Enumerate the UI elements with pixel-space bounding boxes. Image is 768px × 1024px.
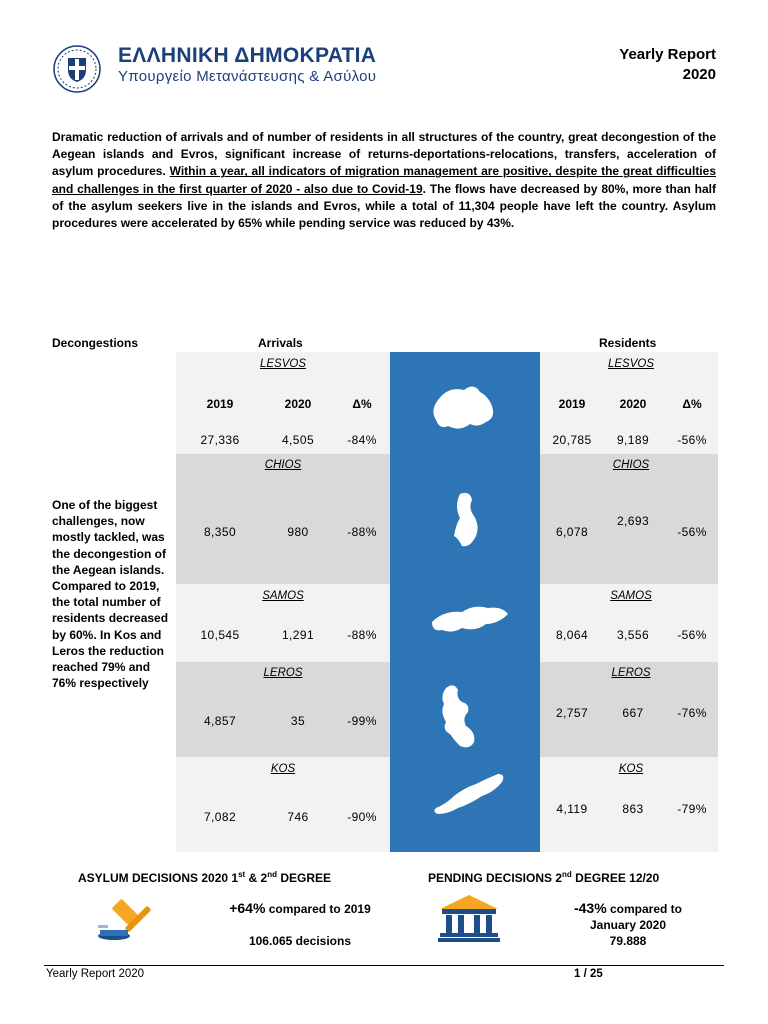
leros-label-arrivals: LEROS xyxy=(263,667,303,679)
org-name: ΕΛΛΗΝΙΚΗ ΔΗΜΟΚΡΑΤΙΑ xyxy=(118,44,377,67)
lesvos-residents-2019: 20,785 xyxy=(552,433,592,447)
intro-part-2: Within a year, all indicators of migration management are positive, despite the great difficulties and challenges in the first quarter of 2020 - also due to Covid-19 xyxy=(52,164,716,196)
residents-year-2019: 2019 xyxy=(558,397,586,411)
lesvos-label-arrivals: LESVOS xyxy=(259,358,307,370)
chios-arrivals-2020: 980 xyxy=(287,525,309,539)
asylum-change xyxy=(210,900,390,916)
pending-reference: January 2020 xyxy=(589,918,667,932)
residents-header: Residents xyxy=(599,336,657,350)
arrivals-year-2020: 2020 xyxy=(284,397,312,411)
samos-residents-2020: 3,556 xyxy=(616,628,650,642)
chios-residents-2019: 6,078 xyxy=(555,525,589,539)
lesvos-residents-delta: -56% xyxy=(677,433,707,447)
kos-island-shape xyxy=(434,774,503,814)
report-title: Yearly Report xyxy=(619,46,716,63)
kos-residents-2020: 863 xyxy=(622,802,644,816)
leros-arrivals-delta: -99% xyxy=(347,714,377,728)
leros-residents-delta: -76% xyxy=(677,706,707,720)
leros-label-residents: LEROS xyxy=(611,667,651,679)
row-bg xyxy=(176,454,390,584)
pending-change-value: -43% xyxy=(573,900,607,916)
kos-arrivals-delta: -90% xyxy=(347,810,377,824)
lesvos-residents-2020: 9,189 xyxy=(616,433,650,447)
decongestions-header: Decongestions xyxy=(52,336,139,350)
pending-decisions-title: PENDING DECISIONS 2nd DEGREE 12/20 xyxy=(428,870,660,885)
footer-title: Yearly Report 2020 xyxy=(46,968,145,980)
footer-divider xyxy=(44,965,724,966)
samos-label-residents: SAMOS xyxy=(610,590,652,602)
samos-residents-2019: 8,064 xyxy=(555,628,589,642)
samos-residents-delta: -56% xyxy=(677,628,707,642)
intro-part-3: . The flows have decreased by 80%, more than half of the asylum seekers live in the islands and Evros, while a total of 11,304 people have left the country. Asylum procedures were accelerated by 65% while pending service was reduced by 43%. xyxy=(52,181,716,231)
leros-island-shape xyxy=(442,685,474,747)
kos-label-arrivals: KOS xyxy=(270,763,296,775)
leros-residents-2020: 667 xyxy=(622,706,644,720)
lesvos-arrivals-2020: 4,505 xyxy=(281,433,315,447)
gavel-icon xyxy=(96,892,160,944)
report-year: 2020 xyxy=(682,66,716,83)
asylum-decisions-title: ASYLUM DECISIONS 2020 1st & 2nd DEGREE xyxy=(78,870,331,885)
greek-crest-logo xyxy=(52,44,102,94)
lesvos-island-shape xyxy=(433,386,493,428)
asylum-decisions-count: 106.065 decisions xyxy=(248,934,352,948)
courthouse-icon xyxy=(436,893,502,943)
ministry-name: Υπουργείο Μετανάστευσης & Ασύλου xyxy=(118,68,377,85)
chios-label-residents: CHIOS xyxy=(612,459,650,471)
arrivals-delta-header: Δ% xyxy=(352,397,372,411)
lesvos-arrivals-2019: 27,336 xyxy=(200,433,240,447)
intro-paragraph xyxy=(52,129,716,232)
chios-arrivals-delta: -88% xyxy=(347,525,377,539)
samos-arrivals-2019: 10,545 xyxy=(200,628,240,642)
kos-residents-delta: -79% xyxy=(677,802,707,816)
chios-label-arrivals: CHIOS xyxy=(264,459,302,471)
samos-arrivals-delta: -88% xyxy=(347,628,377,642)
asylum-change-value: +64% xyxy=(229,900,266,916)
pending-value: 79.888 xyxy=(609,934,647,948)
pending-change xyxy=(548,900,708,916)
asylum-change-text: compared to 2019 xyxy=(265,902,371,916)
arrivals-year-2019: 2019 xyxy=(206,397,234,411)
leros-arrivals-2019: 4,857 xyxy=(203,714,237,728)
intro-part-1: Dramatic reduction of arrivals and of number of residents in all structures of the country, great decongestion of the Aegean islands and Evros, significant increase of returns-deportations-relocations, transfers, acceleration of asylum procedures. xyxy=(52,130,716,179)
samos-island-shape xyxy=(432,607,508,632)
kos-arrivals-2020: 746 xyxy=(287,810,309,824)
residents-year-2020: 2020 xyxy=(619,397,647,411)
kos-label-residents: KOS xyxy=(618,763,644,775)
samos-label-arrivals: SAMOS xyxy=(262,590,304,602)
report-title-block xyxy=(619,45,716,85)
leros-residents-2019: 2,757 xyxy=(555,706,589,720)
arrivals-header: Arrivals xyxy=(258,336,303,350)
leros-arrivals-2020: 35 xyxy=(290,714,306,728)
chios-arrivals-2019: 8,350 xyxy=(203,525,237,539)
decongestion-note: One of the biggest challenges, now mostly tackled, was the decongestion of the Aegean islands. Compared to 2019, the total number of residents decreased by 60%. In Kos and Leros the reduction reached 79% and 76% respectively xyxy=(52,498,169,691)
lesvos-label-residents: LESVOS xyxy=(607,358,655,370)
pending-change-text: compared to xyxy=(606,902,683,916)
chios-residents-delta: -56% xyxy=(677,525,707,539)
chios-island-shape xyxy=(454,493,478,546)
island-map-column xyxy=(390,352,540,852)
residents-delta-header: Δ% xyxy=(682,397,702,411)
samos-arrivals-2020: 1,291 xyxy=(281,628,315,642)
lesvos-arrivals-delta: -84% xyxy=(347,433,377,447)
kos-arrivals-2019: 7,082 xyxy=(203,810,237,824)
page-number: 1 / 25 xyxy=(574,968,603,980)
chios-residents-2020: 2,693 xyxy=(616,514,650,528)
kos-residents-2019: 4,119 xyxy=(556,802,588,816)
